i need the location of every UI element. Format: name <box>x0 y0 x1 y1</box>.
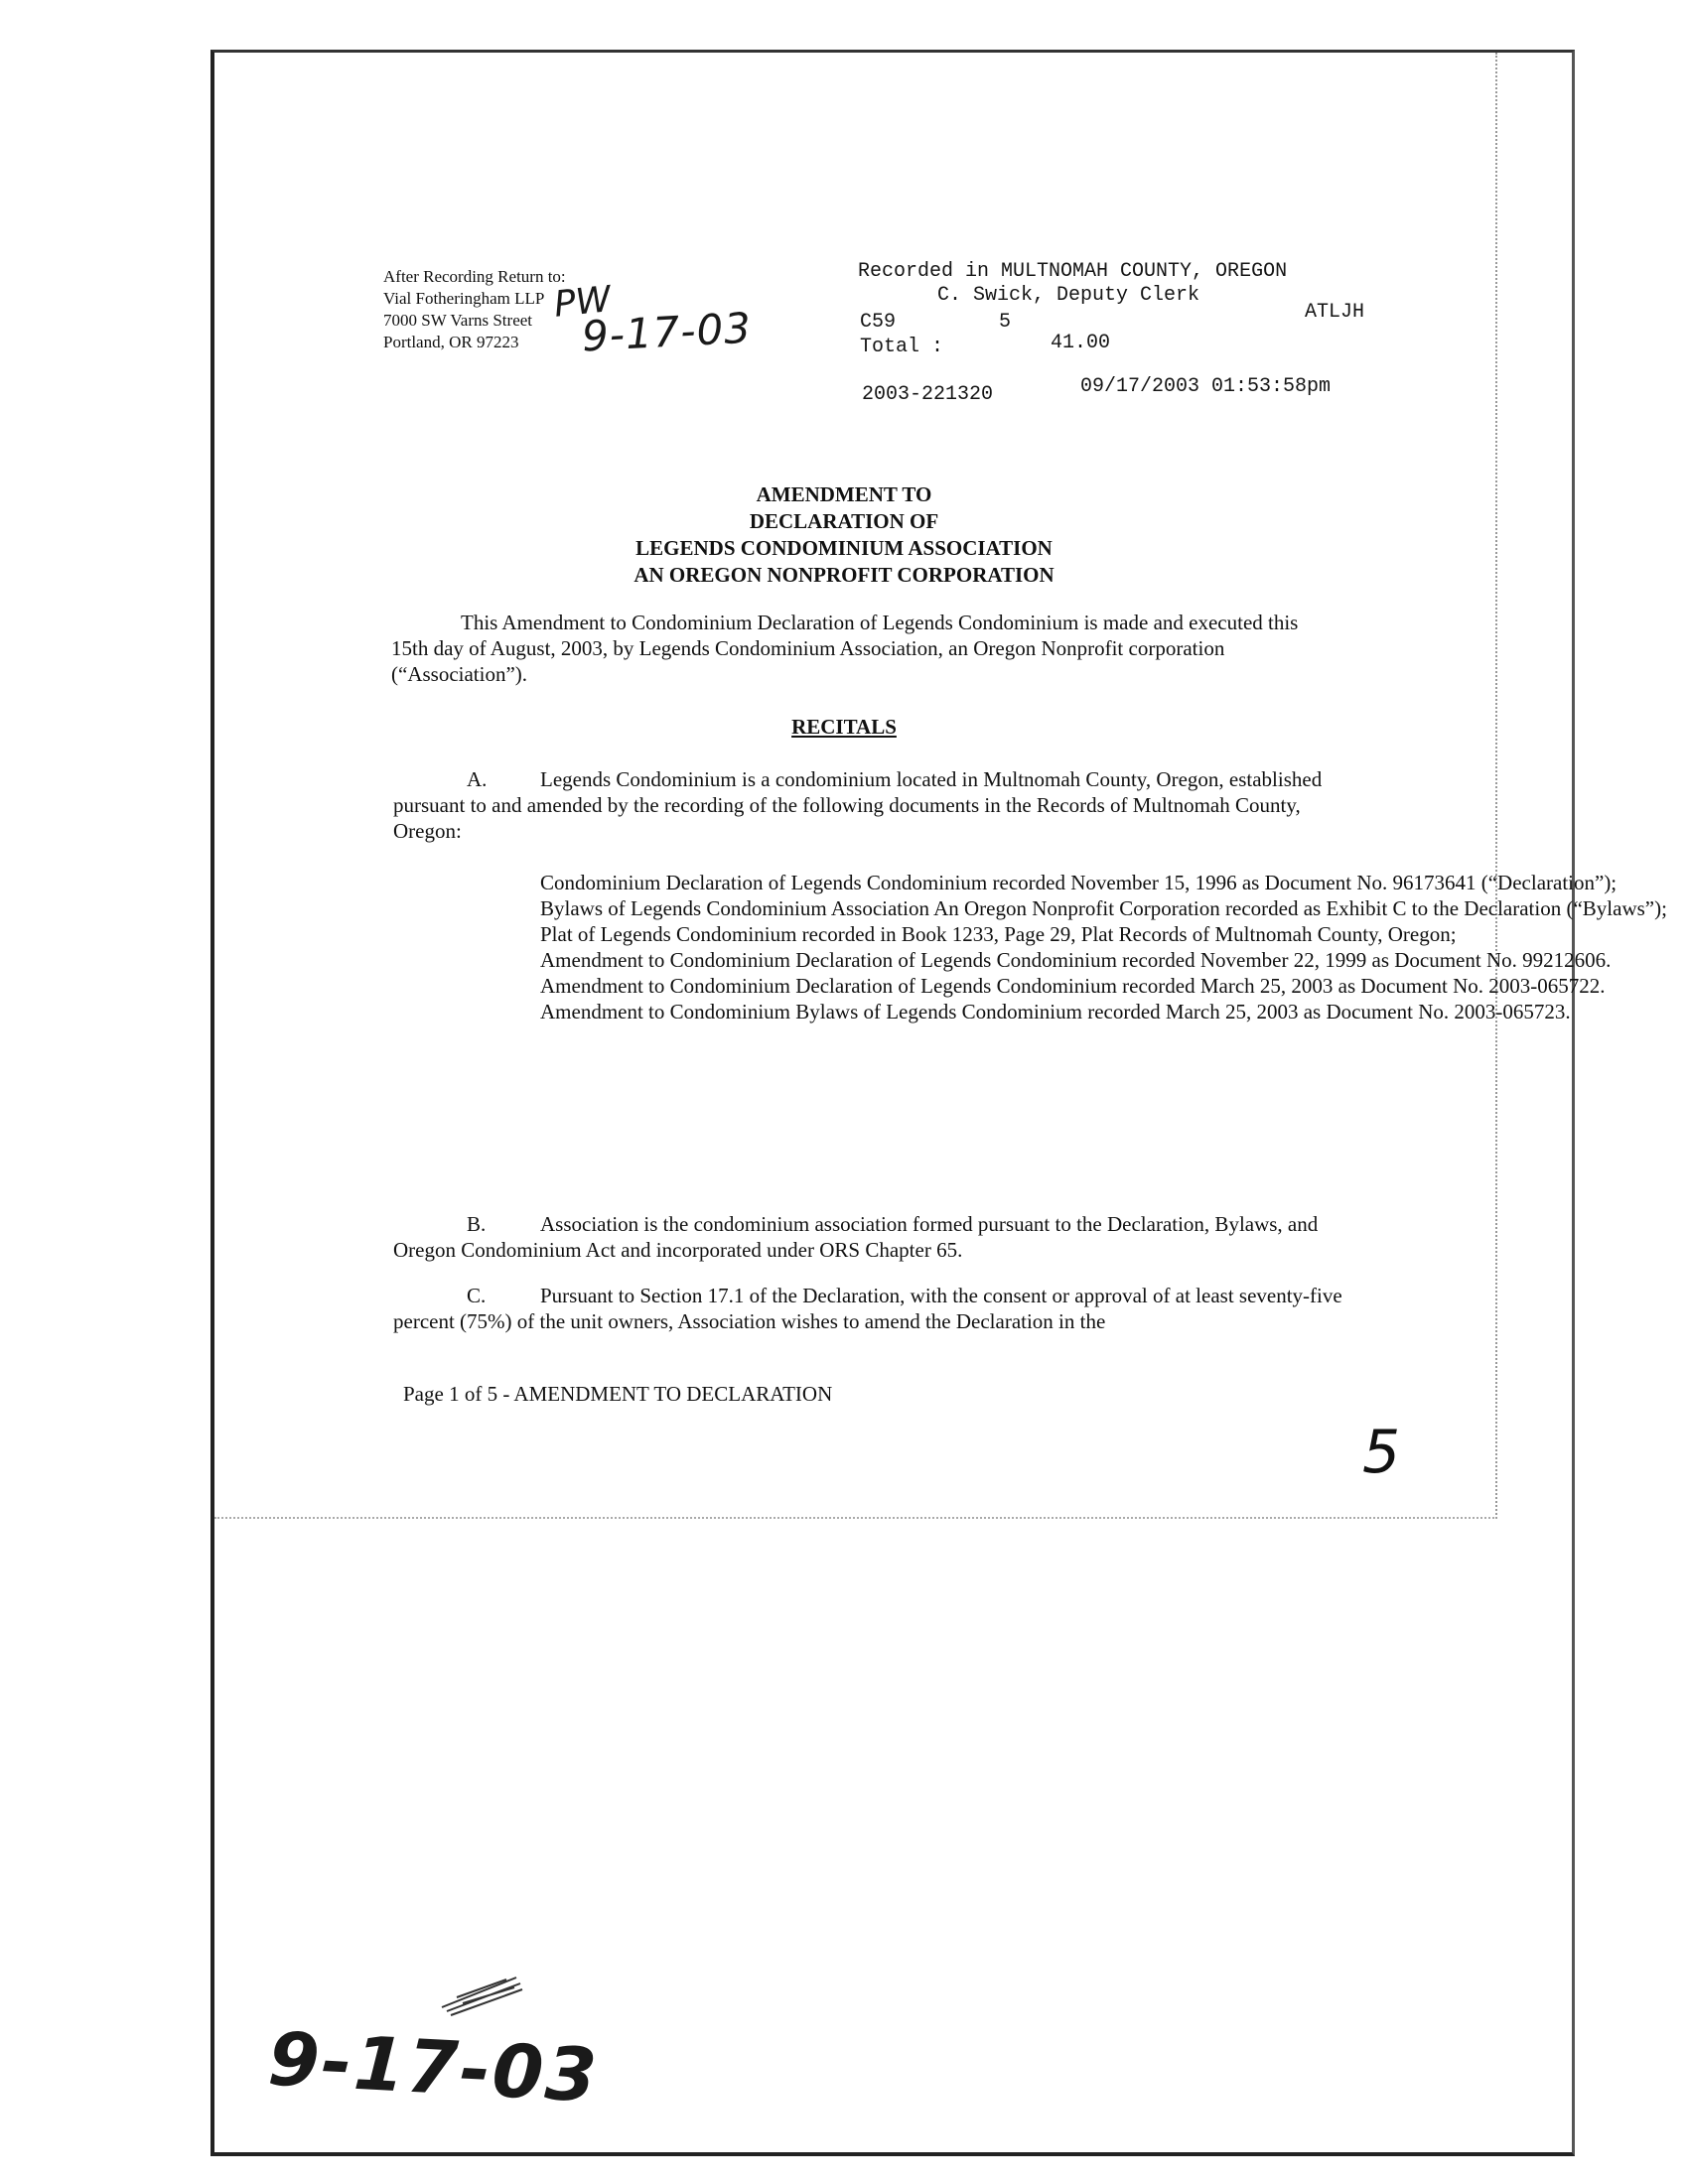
document-title <box>0 481 1688 589</box>
recital-c <box>393 1283 1346 1334</box>
return-line: After Recording Return to: <box>383 267 566 286</box>
document-item: Plat of Legends Condominium recorded in Book 1233, Page 29, Plat Records of Multnomah County, Oregon; <box>540 922 1457 946</box>
recording-clerk: C. Swick, Deputy Clerk <box>937 284 1200 307</box>
return-line: 7000 SW Varns Street <box>383 311 533 330</box>
recording-clerk-initials: ATLJH <box>1305 301 1365 324</box>
document-item: Amendment to Condominium Declaration of Legends Condominium recorded March 25, 2003 as Document No. 2003-065722. <box>540 974 1606 998</box>
document-item: Amendment to Condominium Bylaws of Legends Condominium recorded March 25, 2003 as Document No. 2003-065723. <box>540 1000 1571 1024</box>
recital-text: Pursuant to Section 17.1 of the Declaration, with the consent or approval of at least seventy-five percent (75%) of the unit owners, Association wishes to amend the Declaration in the <box>393 1284 1342 1333</box>
recorded-documents-list <box>540 870 1667 1024</box>
recitals-heading: RECITALS <box>791 715 897 739</box>
intro-paragraph: This Amendment to Condominium Declaration of Legends Condominium is made and executed this 15th day of August, 2003, by Legends Condominium Association, an Oregon Nonprofit corporation (“Association”). <box>391 611 1299 686</box>
title-line: DECLARATION OF <box>749 509 939 533</box>
recital-b <box>393 1211 1346 1263</box>
title-line: AMENDMENT TO <box>756 482 932 506</box>
document-item: Condominium Declaration of Legends Condominium recorded November 15, 1996 as Document No. 96173641 (“Declaration”); <box>540 871 1618 894</box>
title-line: AN OREGON NONPROFIT CORPORATION <box>633 563 1055 587</box>
scribble-mark <box>437 1968 526 2019</box>
recording-document-number: 2003-221320 <box>862 383 994 406</box>
recital-label: C. <box>467 1284 487 1307</box>
recording-county: Recorded in MULTNOMAH COUNTY, OREGON <box>858 260 1288 283</box>
handwritten-bottom-date: 9-17-03 <box>265 2016 601 2119</box>
recording-total: 41.00 <box>1051 332 1111 354</box>
recording-timestamp: 09/17/2003 01:53:58pm <box>1080 375 1332 398</box>
handwritten-date: 9-17-03 <box>580 303 754 361</box>
recording-pages: 5 <box>999 311 1012 334</box>
handwritten-page-mark: 5 <box>1362 1418 1401 1487</box>
handwritten-initials: PW <box>552 279 614 326</box>
return-line: Portland, OR 97223 <box>383 333 519 351</box>
document-item: Amendment to Condominium Declaration of Legends Condominium recorded November 22, 1999 as Document No. 99212606. <box>540 948 1612 972</box>
recital-label: A. <box>467 767 488 791</box>
recital-label: B. <box>467 1212 487 1236</box>
return-address <box>383 266 566 353</box>
title-line: LEGENDS CONDOMINIUM ASSOCIATION <box>635 536 1053 560</box>
recording-total-label: Total : <box>860 336 944 358</box>
page-footer: Page 1 of 5 - AMENDMENT TO DECLARATION <box>403 1382 833 1406</box>
document-item: Bylaws of Legends Condominium Association An Oregon Nonprofit Corporation recorded as Exhibit C to the Declaration (“Bylaws”); <box>540 896 1667 920</box>
recital-a <box>393 766 1346 844</box>
recital-text: Association is the condominium association formed pursuant to the Declaration, Bylaws, and Oregon Condominium Act and incorporated under ORS Chapter 65. <box>393 1212 1319 1262</box>
return-line: Vial Fotheringham LLP <box>383 289 545 308</box>
recital-text: Legends Condominium is a condominium located in Multnomah County, Oregon, established pursuant to and amended by the recording of the following documents in the Records of Multnomah County, Oregon: <box>393 767 1323 843</box>
recording-code: C59 <box>860 311 897 334</box>
